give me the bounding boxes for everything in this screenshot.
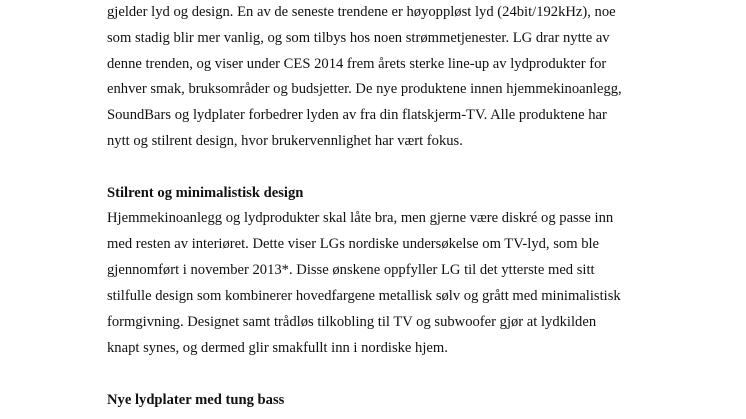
paragraph-line: SoundBars og lydplater forbedrer lyden av fra din flatskjerm-TV. Alle produktene har xyxy=(107,107,607,123)
paragraph-line: nytt og stilrent design, hvor brukervennlighet har vært fokus. xyxy=(107,133,463,149)
paragraph-line: Hjemmekinoanlegg og lydprodukter skal låte bra, men gjerne være diskré og passe inn xyxy=(107,210,614,226)
paragraph-line: knapt synes, og dermed glir smakfullt inn i nordiske hjem. xyxy=(107,340,448,356)
paragraph-line: denne trenden, og viser under CES 2014 frem årets sterke line-up av lydprodukter for xyxy=(107,56,607,72)
paragraph-line: formgivning. Designet samt trådløs tilkobling til TV og subwoofer gjør at lydkilden xyxy=(107,314,597,330)
paragraph-line: med resten av interiøret. Dette viser LGs nordiske undersøkelse om TV-lyd, som ble xyxy=(107,236,600,252)
paragraph-line: stilfulle design som kombinerer hovedfargene metallisk sølv og grått med minimalistisk xyxy=(107,288,621,304)
section-heading-design: Stilrent og minimalistisk design xyxy=(107,185,304,201)
paragraph-line: som stadig blir mer vanlig, og som tilbys hos noen strømmetjenester. LG drar nytte av xyxy=(107,30,610,46)
paragraph-line: gjennomført i november 2013*. Disse ønskene oppfyller LG til det ytterste med sitt xyxy=(107,262,595,278)
paragraph-line: gjelder lyd og design. En av de seneste trendene er høyoppløst lyd (24bit/192kHz), noe xyxy=(107,4,616,20)
paragraph-line: enhver smak, bruksområder og budsjetter. De nye produktene innen hjemmekinoanlegg, xyxy=(107,81,622,97)
section-heading-bass: Nye lydplater med tung bass xyxy=(107,392,285,408)
